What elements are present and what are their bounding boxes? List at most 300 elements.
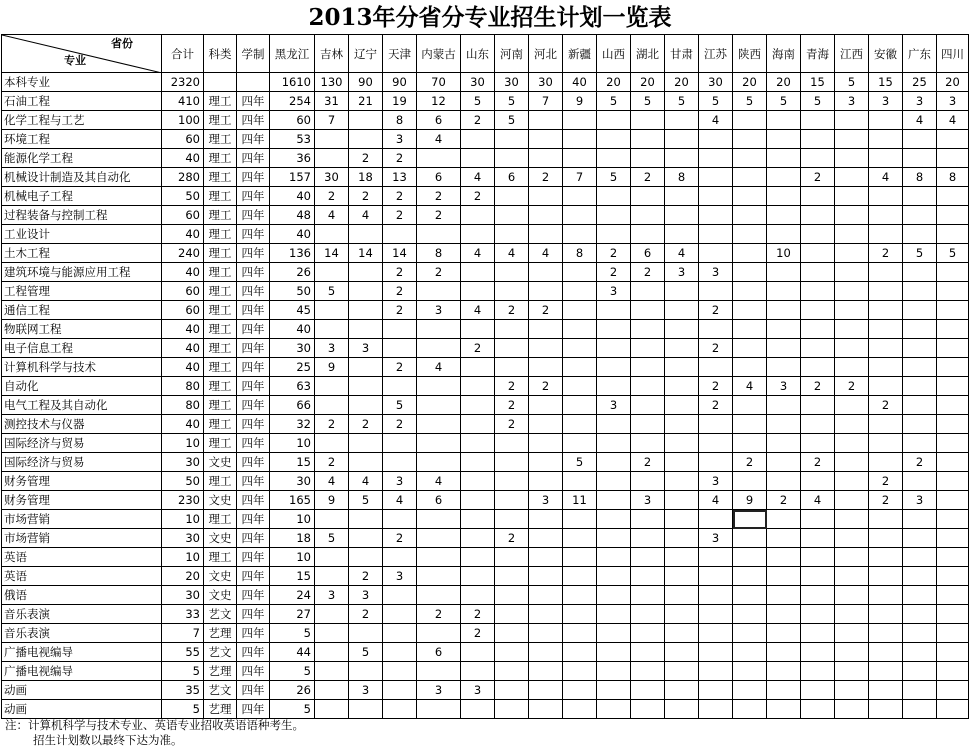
major-name-cell[interactable]: 测控技术与仪器 [2,415,162,434]
header-province[interactable]: 安徽 [869,35,903,73]
quota-cell[interactable] [597,339,631,358]
quota-cell[interactable]: 2 [417,206,461,225]
duration-cell[interactable]: 四年 [237,453,270,472]
quota-cell[interactable]: 3 [767,377,801,396]
quota-cell[interactable]: 3 [383,130,417,149]
quota-cell[interactable]: 8 [563,244,597,263]
quota-cell[interactable] [597,111,631,130]
category-cell[interactable]: 艺理 [204,624,237,643]
quota-cell[interactable]: 2 [383,282,417,301]
major-name-cell[interactable]: 机械设计制造及其自动化 [2,168,162,187]
quota-cell[interactable]: 10 [270,434,315,453]
quota-cell[interactable]: 2 [699,396,733,415]
quota-cell[interactable]: 2 [461,111,495,130]
quota-cell[interactable] [699,662,733,681]
quota-cell[interactable] [665,700,699,719]
quota-cell[interactable] [563,567,597,586]
quota-cell[interactable] [529,415,563,434]
quota-cell[interactable] [563,434,597,453]
quota-cell[interactable]: 8 [417,244,461,263]
major-name-cell[interactable]: 音乐表演 [2,624,162,643]
quota-cell[interactable] [461,415,495,434]
major-name-cell[interactable]: 自动化 [2,377,162,396]
duration-cell[interactable]: 四年 [237,263,270,282]
total-cell[interactable]: 100 [162,111,204,130]
duration-cell[interactable]: 四年 [237,605,270,624]
total-cell[interactable]: 280 [162,168,204,187]
quota-cell[interactable]: 3 [665,263,699,282]
quota-cell[interactable]: 25 [270,358,315,377]
quota-cell[interactable]: 31 [315,92,349,111]
quota-cell[interactable] [461,434,495,453]
quota-cell[interactable]: 2 [495,529,529,548]
quota-cell[interactable]: 63 [270,377,315,396]
quota-cell[interactable] [665,472,699,491]
quota-cell[interactable] [699,244,733,263]
quota-cell[interactable] [767,453,801,472]
quota-cell[interactable]: 3 [597,282,631,301]
total-cell[interactable]: 60 [162,206,204,225]
duration-cell[interactable]: 四年 [237,681,270,700]
quota-cell[interactable] [835,643,869,662]
quota-cell[interactable] [631,282,665,301]
duration-cell[interactable]: 四年 [237,472,270,491]
quota-cell[interactable]: 10 [270,510,315,529]
quota-cell[interactable] [563,529,597,548]
quota-cell[interactable] [801,320,835,339]
major-name-cell[interactable]: 动画 [2,700,162,719]
total-cell[interactable]: 33 [162,605,204,624]
quota-cell[interactable]: 4 [461,244,495,263]
corner-header-cell[interactable] [2,35,162,73]
quota-cell[interactable] [315,301,349,320]
quota-cell[interactable] [767,662,801,681]
quota-cell[interactable] [903,358,937,377]
quota-cell[interactable]: 2 [417,605,461,624]
quota-cell[interactable] [597,529,631,548]
quota-cell[interactable] [801,586,835,605]
quota-cell[interactable]: 15 [801,73,835,92]
quota-cell[interactable]: 8 [937,168,969,187]
quota-cell[interactable] [937,453,969,472]
quota-cell[interactable] [495,434,529,453]
quota-cell[interactable] [597,225,631,244]
quota-cell[interactable]: 11 [563,491,597,510]
quota-cell[interactable] [461,282,495,301]
quota-cell[interactable] [597,320,631,339]
quota-cell[interactable] [733,244,767,263]
header-province[interactable]: 内蒙古 [417,35,461,73]
total-cell[interactable]: 30 [162,586,204,605]
category-cell[interactable]: 理工 [204,396,237,415]
quota-cell[interactable] [699,700,733,719]
quota-cell[interactable] [631,567,665,586]
quota-cell[interactable]: 2 [383,206,417,225]
quota-cell[interactable] [665,358,699,377]
quota-cell[interactable] [529,662,563,681]
quota-cell[interactable] [529,643,563,662]
major-name-cell[interactable]: 动画 [2,681,162,700]
quota-cell[interactable] [835,567,869,586]
quota-cell[interactable] [529,130,563,149]
quota-cell[interactable] [665,548,699,567]
quota-cell[interactable]: 3 [699,263,733,282]
header-province[interactable]: 甘肃 [665,35,699,73]
quota-cell[interactable]: 3 [383,567,417,586]
quota-cell[interactable] [529,529,563,548]
quota-cell[interactable] [801,624,835,643]
quota-cell[interactable]: 36 [270,149,315,168]
quota-cell[interactable]: 6 [417,168,461,187]
quota-cell[interactable]: 2 [699,339,733,358]
quota-cell[interactable]: 27 [270,605,315,624]
quota-cell[interactable] [383,586,417,605]
quota-cell[interactable] [563,643,597,662]
quota-cell[interactable]: 44 [270,643,315,662]
quota-cell[interactable] [383,624,417,643]
quota-cell[interactable]: 5 [903,244,937,263]
quota-cell[interactable]: 3 [699,529,733,548]
quota-cell[interactable] [801,187,835,206]
quota-cell[interactable] [597,130,631,149]
quota-cell[interactable]: 5 [495,111,529,130]
quota-cell[interactable] [699,681,733,700]
quota-cell[interactable] [665,225,699,244]
quota-cell[interactable] [315,624,349,643]
quota-cell[interactable]: 1610 [270,73,315,92]
quota-cell[interactable] [869,605,903,624]
duration-cell[interactable]: 四年 [237,586,270,605]
major-name-cell[interactable]: 英语 [2,548,162,567]
major-name-cell[interactable]: 工业设计 [2,225,162,244]
quota-cell[interactable]: 2 [349,567,383,586]
quota-cell[interactable] [383,605,417,624]
quota-cell[interactable] [835,700,869,719]
quota-cell[interactable] [801,149,835,168]
header-province[interactable]: 陕西 [733,35,767,73]
total-cell[interactable]: 240 [162,244,204,263]
quota-cell[interactable] [597,206,631,225]
quota-cell[interactable]: 6 [417,491,461,510]
quota-cell[interactable] [563,472,597,491]
major-name-cell[interactable]: 石油工程 [2,92,162,111]
total-cell[interactable]: 60 [162,130,204,149]
quota-cell[interactable] [529,472,563,491]
major-name-cell[interactable]: 国际经济与贸易 [2,453,162,472]
quota-cell[interactable]: 3 [349,339,383,358]
quota-cell[interactable] [835,339,869,358]
quota-cell[interactable] [733,206,767,225]
header-province[interactable]: 海南 [767,35,801,73]
quota-cell[interactable] [665,301,699,320]
quota-cell[interactable] [529,149,563,168]
quota-cell[interactable] [349,548,383,567]
quota-cell[interactable]: 2 [349,605,383,624]
quota-cell[interactable]: 66 [270,396,315,415]
category-cell[interactable]: 理工 [204,263,237,282]
quota-cell[interactable] [903,434,937,453]
quota-cell[interactable] [801,662,835,681]
quota-cell[interactable] [767,415,801,434]
quota-cell[interactable] [801,415,835,434]
quota-cell[interactable]: 3 [937,92,969,111]
duration-cell[interactable]: 四年 [237,491,270,510]
quota-cell[interactable]: 3 [349,681,383,700]
quota-cell[interactable] [349,358,383,377]
category-cell[interactable]: 理工 [204,339,237,358]
quota-cell[interactable] [767,282,801,301]
quota-cell[interactable]: 48 [270,206,315,225]
quota-cell[interactable] [417,662,461,681]
quota-cell[interactable] [903,529,937,548]
quota-cell[interactable] [529,358,563,377]
quota-cell[interactable]: 2 [349,149,383,168]
quota-cell[interactable] [315,130,349,149]
quota-cell[interactable] [835,168,869,187]
quota-cell[interactable]: 157 [270,168,315,187]
duration-cell[interactable]: 四年 [237,396,270,415]
quota-cell[interactable]: 5 [270,624,315,643]
quota-cell[interactable]: 2 [801,377,835,396]
quota-cell[interactable] [733,472,767,491]
header-province[interactable]: 广东 [903,35,937,73]
quota-cell[interactable] [461,472,495,491]
quota-cell[interactable] [767,320,801,339]
quota-cell[interactable] [869,301,903,320]
quota-cell[interactable] [417,529,461,548]
header-province[interactable]: 湖北 [631,35,665,73]
quota-cell[interactable] [563,282,597,301]
quota-cell[interactable] [937,548,969,567]
quota-cell[interactable]: 20 [597,73,631,92]
quota-cell[interactable]: 4 [665,244,699,263]
quota-cell[interactable]: 2 [417,263,461,282]
quota-cell[interactable] [903,130,937,149]
quota-cell[interactable] [563,225,597,244]
quota-cell[interactable] [733,681,767,700]
duration-cell[interactable]: 四年 [237,643,270,662]
quota-cell[interactable] [801,567,835,586]
quota-cell[interactable] [801,111,835,130]
quota-cell[interactable] [699,149,733,168]
quota-cell[interactable] [665,453,699,472]
quota-cell[interactable] [461,662,495,681]
quota-cell[interactable] [903,301,937,320]
header-province[interactable]: 山东 [461,35,495,73]
quota-cell[interactable] [529,282,563,301]
quota-cell[interactable] [665,567,699,586]
quota-cell[interactable] [665,624,699,643]
header-category[interactable]: 科类 [204,35,237,73]
category-cell[interactable]: 文史 [204,586,237,605]
quota-cell[interactable]: 3 [631,491,665,510]
major-name-cell[interactable]: 广播电视编导 [2,662,162,681]
quota-cell[interactable] [767,168,801,187]
quota-cell[interactable]: 4 [315,472,349,491]
quota-cell[interactable] [563,396,597,415]
quota-cell[interactable] [801,339,835,358]
quota-cell[interactable] [597,567,631,586]
quota-cell[interactable] [631,529,665,548]
quota-cell[interactable]: 4 [461,301,495,320]
quota-cell[interactable] [631,320,665,339]
quota-cell[interactable] [937,567,969,586]
major-name-cell[interactable]: 物联网工程 [2,320,162,339]
quota-cell[interactable]: 25 [903,73,937,92]
quota-cell[interactable] [563,263,597,282]
category-cell[interactable]: 理工 [204,225,237,244]
category-cell[interactable]: 理工 [204,358,237,377]
category-cell[interactable]: 理工 [204,130,237,149]
quota-cell[interactable] [801,434,835,453]
quota-cell[interactable] [937,358,969,377]
quota-cell[interactable]: 5 [597,168,631,187]
quota-cell[interactable]: 4 [383,491,417,510]
total-cell[interactable]: 40 [162,358,204,377]
quota-cell[interactable] [529,510,563,529]
quota-cell[interactable]: 4 [315,206,349,225]
quota-cell[interactable]: 4 [461,168,495,187]
quota-cell[interactable]: 20 [733,73,767,92]
category-cell[interactable]: 理工 [204,92,237,111]
quota-cell[interactable] [563,377,597,396]
quota-cell[interactable]: 30 [461,73,495,92]
quota-cell[interactable] [597,149,631,168]
quota-cell[interactable] [699,168,733,187]
quota-cell[interactable]: 50 [270,282,315,301]
quota-cell[interactable]: 5 [699,92,733,111]
major-name-cell[interactable]: 本科专业 [2,73,162,92]
quota-cell[interactable] [563,149,597,168]
quota-cell[interactable]: 2 [315,453,349,472]
quota-cell[interactable]: 4 [699,491,733,510]
duration-cell[interactable]: 四年 [237,529,270,548]
quota-cell[interactable] [495,681,529,700]
quota-cell[interactable] [699,358,733,377]
quota-cell[interactable] [597,301,631,320]
quota-cell[interactable] [699,624,733,643]
quota-cell[interactable] [835,111,869,130]
duration-cell[interactable] [237,73,270,92]
category-cell[interactable]: 文史 [204,529,237,548]
quota-cell[interactable]: 2 [801,168,835,187]
total-cell[interactable]: 35 [162,681,204,700]
quota-cell[interactable] [495,491,529,510]
quota-cell[interactable] [665,662,699,681]
quota-cell[interactable]: 18 [270,529,315,548]
quota-cell[interactable] [383,510,417,529]
total-cell[interactable]: 60 [162,282,204,301]
quota-cell[interactable] [699,586,733,605]
quota-cell[interactable] [733,282,767,301]
quota-cell[interactable] [563,624,597,643]
quota-cell[interactable] [835,320,869,339]
quota-cell[interactable] [869,624,903,643]
quota-cell[interactable] [801,244,835,263]
category-cell[interactable]: 理工 [204,415,237,434]
total-cell[interactable]: 2320 [162,73,204,92]
total-cell[interactable]: 40 [162,149,204,168]
quota-cell[interactable]: 9 [315,358,349,377]
quota-cell[interactable] [801,510,835,529]
category-cell[interactable]: 理工 [204,206,237,225]
major-name-cell[interactable]: 通信工程 [2,301,162,320]
quota-cell[interactable] [937,643,969,662]
quota-cell[interactable] [903,510,937,529]
category-cell[interactable]: 理工 [204,472,237,491]
quota-cell[interactable] [767,567,801,586]
quota-cell[interactable] [801,548,835,567]
quota-cell[interactable] [767,472,801,491]
category-cell[interactable]: 艺理 [204,662,237,681]
quota-cell[interactable] [937,510,969,529]
total-cell[interactable]: 10 [162,510,204,529]
total-cell[interactable]: 55 [162,643,204,662]
quota-cell[interactable] [903,187,937,206]
major-name-cell[interactable]: 财务管理 [2,472,162,491]
quota-cell[interactable] [461,320,495,339]
quota-cell[interactable]: 30 [270,472,315,491]
quota-cell[interactable] [665,643,699,662]
quota-cell[interactable] [315,548,349,567]
quota-cell[interactable] [801,206,835,225]
quota-cell[interactable] [733,263,767,282]
quota-cell[interactable] [733,586,767,605]
quota-cell[interactable] [631,358,665,377]
quota-cell[interactable]: 3 [461,681,495,700]
quota-cell[interactable] [767,586,801,605]
quota-cell[interactable] [349,662,383,681]
category-cell[interactable]: 理工 [204,377,237,396]
quota-cell[interactable] [529,567,563,586]
quota-cell[interactable]: 30 [270,339,315,358]
quota-cell[interactable] [733,548,767,567]
quota-cell[interactable] [869,510,903,529]
quota-cell[interactable]: 2 [461,339,495,358]
quota-cell[interactable] [665,130,699,149]
quota-cell[interactable] [597,624,631,643]
quota-cell[interactable] [733,187,767,206]
quota-cell[interactable]: 5 [733,92,767,111]
quota-cell[interactable] [835,453,869,472]
quota-cell[interactable] [869,453,903,472]
quota-cell[interactable] [529,111,563,130]
quota-cell[interactable] [903,149,937,168]
quota-cell[interactable] [937,662,969,681]
quota-cell[interactable] [349,263,383,282]
quota-cell[interactable] [349,320,383,339]
quota-cell[interactable] [767,263,801,282]
quota-cell[interactable] [903,415,937,434]
quota-cell[interactable] [937,149,969,168]
quota-cell[interactable]: 5 [383,396,417,415]
header-province[interactable]: 天津 [383,35,417,73]
header-province[interactable]: 吉林 [315,35,349,73]
quota-cell[interactable] [631,662,665,681]
category-cell[interactable]: 艺文 [204,643,237,662]
quota-cell[interactable] [495,263,529,282]
header-province[interactable]: 辽宁 [349,35,383,73]
quota-cell[interactable] [903,206,937,225]
total-cell[interactable]: 30 [162,453,204,472]
quota-cell[interactable]: 30 [495,73,529,92]
quota-cell[interactable] [665,149,699,168]
duration-cell[interactable]: 四年 [237,339,270,358]
quota-cell[interactable] [699,605,733,624]
quota-cell[interactable]: 5 [563,453,597,472]
quota-cell[interactable] [699,130,733,149]
quota-cell[interactable] [495,624,529,643]
